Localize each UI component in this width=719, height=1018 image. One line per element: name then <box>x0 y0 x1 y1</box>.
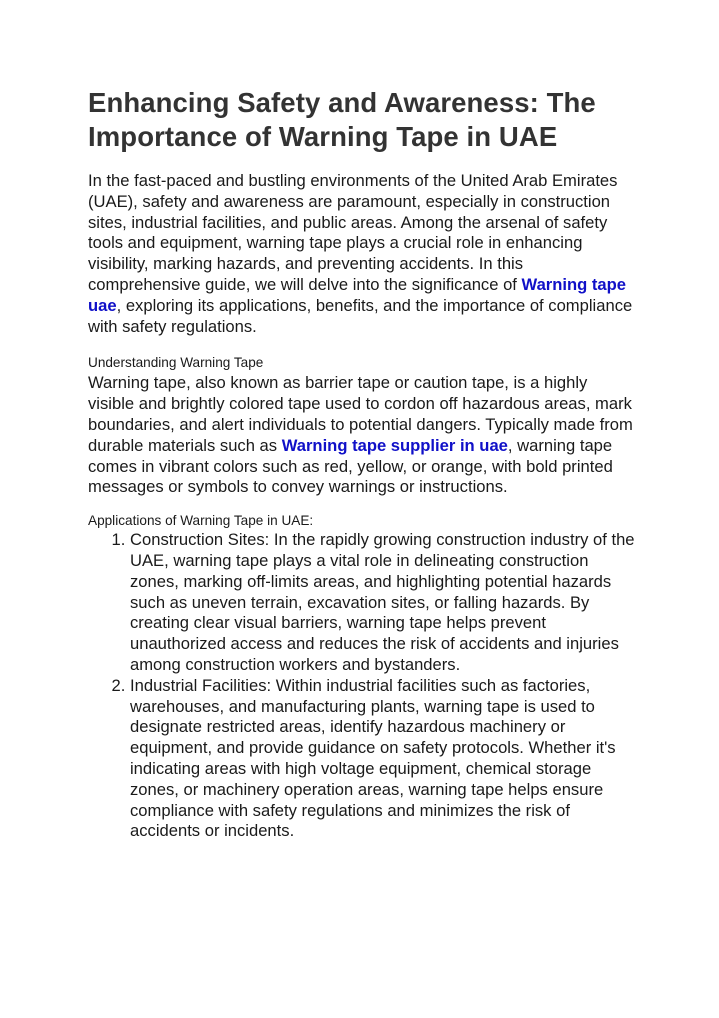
list-item: 1. Construction Sites: In the rapidly growing construction industry of the UAE, warning tape plays a vital role in delineating construction zones, marking off-limits areas, and highlighting potential hazards such as uneven terrain, excavation sites, or falling hazards. By creating clear visual barriers, warning tape helps prevent unauthorized access and reduces the risk of accidents and injuries among construction workers and bystanders. <box>130 530 638 676</box>
understanding-text-end: , warning tape comes in vibrant colors such as red, yellow, or orange, with bold printed messages or symbols to convey warnings or instructions. <box>88 435 613 497</box>
document-page <box>88 86 638 842</box>
page-title: Enhancing Safety and Awareness: The Importance of Warning Tape in UAE <box>88 87 596 152</box>
intro-text-end: , exploring its applications, benefits, and the importance of compliance with safety regulations. <box>88 295 633 336</box>
intro-paragraph <box>88 171 638 337</box>
applications-list <box>88 530 638 842</box>
understanding-text-start: Warning tape, also known as barrier tape or caution tape, is a highly visible and brightly colored tape used to cordon off hazardous areas, mark boundaries, and alert individuals to potential dangers. Typically made from durable materials such as <box>88 373 633 455</box>
intro-text-start: In the fast-paced and bustling environments of the United Arab Emirates (UAE), safety and awareness are paramount, especially in construction sites, industrial facilities, and public areas. Among the arsenal of safety tools and equipment, warning tape plays a crucial role in enhancing visibility, marking hazards, and preventing accidents. In this comprehensive guide, we will delve into the significance of <box>88 171 618 294</box>
warning-tape-uae-link[interactable]: Warning tape uae <box>88 274 627 315</box>
section-understanding-paragraph <box>88 373 638 498</box>
section-heading-understanding: Understanding Warning Tape <box>88 355 264 371</box>
section-heading-applications: Applications of Warning Tape in UAE: <box>88 513 314 529</box>
warning-tape-supplier-link[interactable]: Warning tape supplier in uae <box>281 435 508 455</box>
list-item: 2. Industrial Facilities: Within industrial facilities such as factories, warehouses, and manufacturing plants, warning tape is used to designate restricted areas, identify hazardous machinery or equipment, and provide guidance on safety protocols. Whether it's indicating areas with high voltage equipment, chemical storage zones, or machinery operation areas, warning tape helps ensure compliance with safety regulations and minimizes the risk of accidents or incidents. <box>130 676 638 842</box>
